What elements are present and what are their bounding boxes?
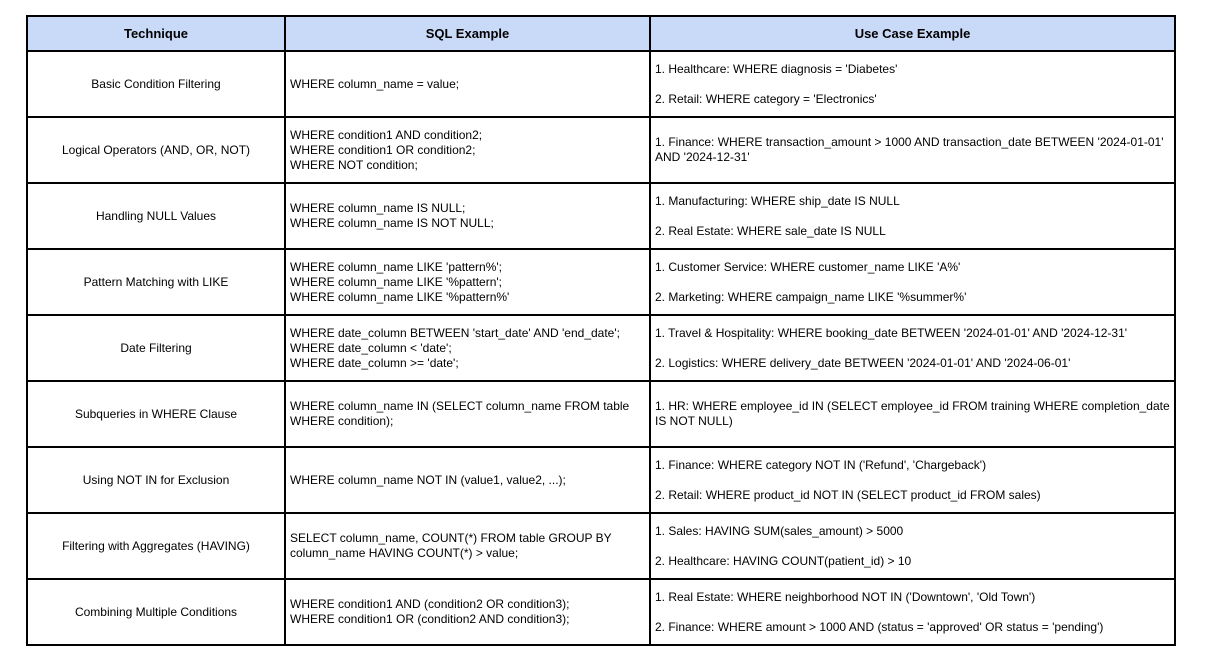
use-case-line: 1. Finance: WHERE transaction_amount > 1000 AND transaction_date BETWEEN '2024-01-01' AND '2024-12-31' [655,135,1167,164]
table-body [27,51,1175,645]
sql-line: WHERE column_name IS NOT NULL; [290,216,494,230]
sql-line: WHERE column_name NOT IN (value1, value2, ...); [290,472,566,487]
use-case-line: 2. Logistics: WHERE delivery_date BETWEEN '2024-01-01' AND '2024-06-01' [655,355,1071,370]
header-row [27,16,1175,51]
sql-example-cell [285,51,650,117]
use-case-line: 2. Retail: WHERE category = 'Electronics' [655,91,877,106]
sql-example-cell [285,579,650,645]
technique-cell: Filtering with Aggregates (HAVING) [27,513,285,579]
use-case-line: 1. Healthcare: WHERE diagnosis = 'Diabetes' [655,61,898,76]
table-header [27,16,1175,51]
use-case-line: 2. Marketing: WHERE campaign_name LIKE '%summer%' [655,289,967,304]
technique-cell: Pattern Matching with LIKE [27,249,285,315]
use-case-line: 1. Manufacturing: WHERE ship_date IS NULL [655,193,900,208]
sql-line: WHERE column_name IN (SELECT column_name FROM table WHERE condition); [290,399,633,428]
header-technique: Technique [27,16,285,51]
table-row [27,447,1175,513]
header-use-case-example: Use Case Example [650,16,1175,51]
table-row [27,183,1175,249]
use-case-cell [650,447,1175,513]
table-row [27,117,1175,183]
sql-line: WHERE column_name = value; [290,76,460,91]
use-case-cell [650,117,1175,183]
use-case-line: 1. Finance: WHERE category NOT IN ('Refund', 'Chargeback') [655,457,987,472]
sql-line: WHERE NOT condition; [290,157,418,172]
use-case-line: 1. Real Estate: WHERE neighborhood NOT IN ('Downtown', 'Old Town') [655,589,1036,604]
sql-line: WHERE date_column < 'date'; [290,340,452,355]
sql-example-cell [285,183,650,249]
use-case-line: 1. HR: WHERE employee_id IN (SELECT employee_id FROM training WHERE completion_date IS NOT NULL) [655,399,1173,428]
table-row [27,315,1175,381]
technique-cell: Handling NULL Values [27,183,285,249]
technique-cell: Date Filtering [27,315,285,381]
sql-where-techniques-table-container [26,15,1176,646]
technique-cell: Subqueries in WHERE Clause [27,381,285,447]
sql-line: WHERE condition1 AND condition2; [290,127,483,142]
table-row [27,51,1175,117]
sql-example-cell [285,315,650,381]
technique-cell: Using NOT IN for Exclusion [27,447,285,513]
table-row [27,513,1175,579]
sql-line: SELECT column_name, COUNT(*) FROM table GROUP BY column_name HAVING COUNT(*) > value; [290,531,615,560]
sql-example-cell [285,447,650,513]
use-case-cell [650,249,1175,315]
technique-cell: Basic Condition Filtering [27,51,285,117]
use-case-cell [650,513,1175,579]
use-case-line: 2. Healthcare: HAVING COUNT(patient_id) > 10 [655,553,912,568]
sql-line: WHERE column_name LIKE '%pattern%' [290,289,510,304]
sql-line: WHERE column_name LIKE '%pattern'; [290,274,503,289]
technique-cell: Combining Multiple Conditions [27,579,285,645]
sql-line: WHERE column_name LIKE 'pattern%'; [290,259,503,274]
use-case-cell [650,579,1175,645]
sql-line: WHERE condition1 OR condition2; [290,142,476,157]
use-case-line: 1. Travel & Hospitality: WHERE booking_date BETWEEN '2024-01-01' AND '2024-12-31' [655,325,1128,340]
technique-cell: Logical Operators (AND, OR, NOT) [27,117,285,183]
sql-line: WHERE column_name IS NULL; [290,201,466,215]
sql-example-cell [285,513,650,579]
table-row [27,579,1175,645]
sql-line: WHERE date_column >= 'date'; [290,355,459,370]
use-case-line: 2. Real Estate: WHERE sale_date IS NULL [655,223,886,238]
sql-line: WHERE condition1 AND (condition2 OR condition3); [290,597,570,611]
sql-where-techniques-table [26,15,1176,646]
table-row [27,381,1175,447]
sql-example-cell [285,117,650,183]
use-case-line: 2. Finance: WHERE amount > 1000 AND (status = 'approved' OR status = 'pending') [655,619,1104,634]
sql-line: WHERE condition1 OR (condition2 AND condition3); [290,612,570,626]
sql-example-cell [285,381,650,447]
use-case-line: 1. Customer Service: WHERE customer_name LIKE 'A%' [655,259,961,274]
table-row [27,249,1175,315]
use-case-cell [650,51,1175,117]
sql-example-cell [285,249,650,315]
use-case-line: 2. Retail: WHERE product_id NOT IN (SELECT product_id FROM sales) [655,487,1041,502]
use-case-cell [650,183,1175,249]
use-case-cell [650,315,1175,381]
use-case-cell [650,381,1175,447]
header-sql-example: SQL Example [285,16,650,51]
sql-line: WHERE date_column BETWEEN 'start_date' AND 'end_date'; [290,325,620,340]
use-case-line: 1. Sales: HAVING SUM(sales_amount) > 5000 [655,523,904,538]
